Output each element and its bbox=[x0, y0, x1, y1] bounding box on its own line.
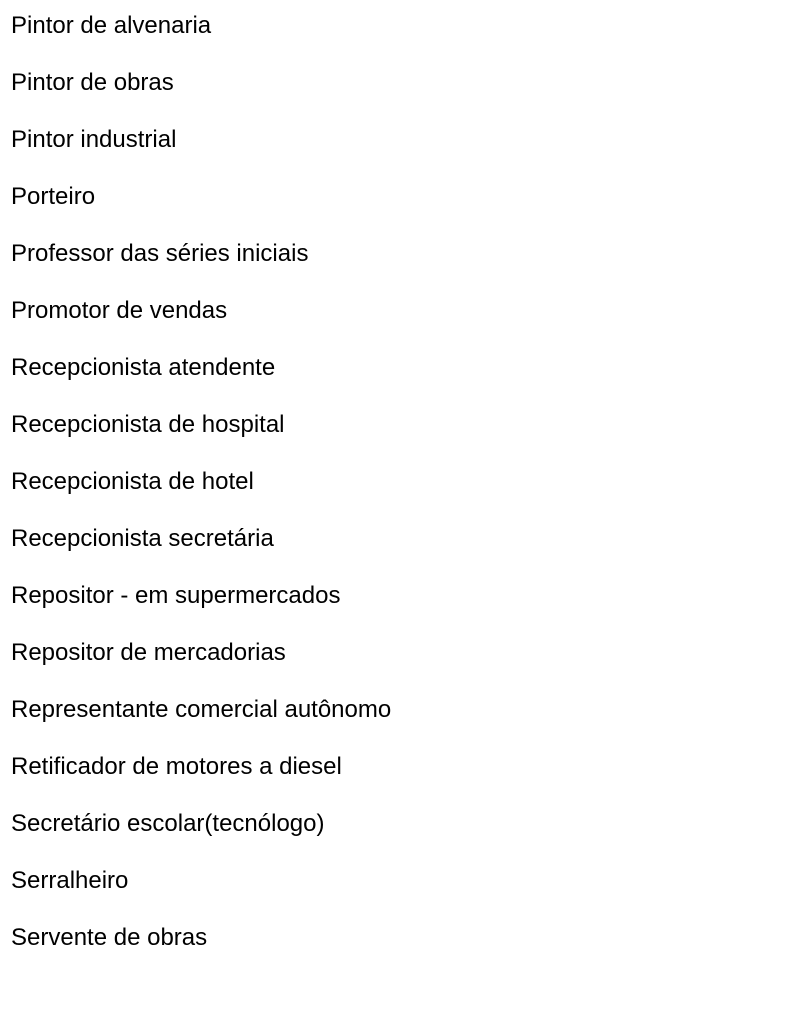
list-item: Representante comercial autônomo bbox=[11, 696, 392, 723]
list-item: Promotor de vendas bbox=[11, 297, 228, 324]
job-title-list bbox=[11, 10, 771, 979]
list-item: Secretário escolar(tecnólogo) bbox=[11, 810, 325, 837]
list-item: Porteiro bbox=[11, 183, 96, 210]
list-item: Pintor de obras bbox=[11, 69, 174, 96]
list-item: Recepcionista secretária bbox=[11, 525, 274, 552]
list-item: Pintor industrial bbox=[11, 126, 177, 153]
list-item: Recepcionista atendente bbox=[11, 354, 276, 381]
list-item: Retificador de motores a diesel bbox=[11, 753, 342, 780]
list-item: Repositor - em supermercados bbox=[11, 582, 341, 609]
list-item: Repositor de mercadorias bbox=[11, 639, 286, 666]
list-item: Recepcionista de hospital bbox=[11, 411, 285, 438]
list-item: Servente de obras bbox=[11, 924, 208, 951]
list-item: Professor das séries iniciais bbox=[11, 240, 309, 267]
list-item: Pintor de alvenaria bbox=[11, 12, 212, 39]
list-item: Serralheiro bbox=[11, 867, 129, 894]
list-item: Recepcionista de hotel bbox=[11, 468, 254, 495]
